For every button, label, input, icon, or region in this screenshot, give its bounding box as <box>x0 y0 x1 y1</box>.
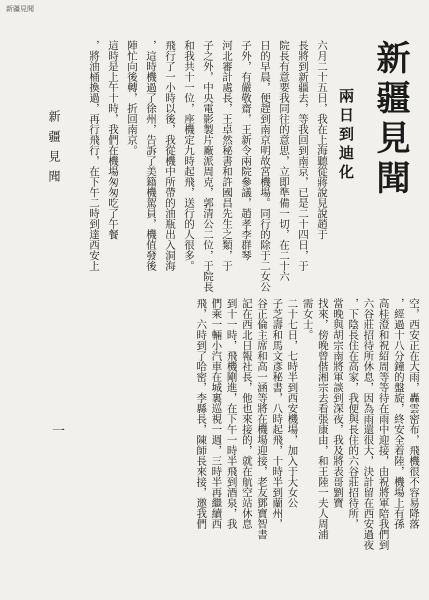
text-column: ，下陰長住在高家，我便與長住的六谷莊招待所， <box>347 298 360 529</box>
page-title: 新疆見聞 <box>370 40 410 200</box>
text-column: 子芝壽和馬文彥秘書，八時起飛，十時半到蘭州， <box>271 298 284 529</box>
text-column: 河北審計處長，王卓然秘書和許國昌先生之類，于 <box>221 40 233 271</box>
running-footer-title: 新疆見聞 <box>47 110 61 190</box>
text-column: 記在西北日報社長，他也來接的，就在航空站休息 <box>240 298 253 529</box>
header-mark: 新疆見聞 <box>6 5 34 13</box>
text-column: 六月二十五日，我在上海聽從蔣說見說趙于 <box>316 40 328 240</box>
text-column: ，這時機過了徐州，告訴了美籍機駕員，機值發後 <box>145 40 157 271</box>
text-column: 陣忙向後轉，折回南京。 <box>126 40 138 156</box>
text-column: 飛行了一小時以後，我從機中所帶的油瓶出入洞海 <box>164 40 176 271</box>
text-column: 二十七日，七時半到西安機場，加入于大女公 <box>286 298 299 508</box>
text-column: 到十一時，飛機剛進，在下午一時半飛到酒泉，我 <box>225 298 238 529</box>
text-column: 日的早晨，便趕到南京明故宮機場。同行的除于二女公 <box>259 40 271 292</box>
text-column: 當晚與胡宗南將軍談到深夜，我及將表哥劉寶 <box>332 298 344 508</box>
text-column: 六谷莊招待所休息，因為雨還很大，決計留在西安過夜 <box>362 298 375 550</box>
text-column: 和我共十一位，座機定九時起飛，送行的人很多。 <box>183 40 195 271</box>
text-column: 子外，有嚴敬齋，王新令兩院參議，趙孝李群琴 <box>240 40 252 261</box>
text-column: 找來，傍晚曾偕湘宗去看張康由，和王陸一夫人周浦 <box>316 298 329 540</box>
text-column: 空，西安正在大雨，轟雲密布，飛機很不容易降落 <box>408 298 420 529</box>
text-column: 長將到新疆去，等我回到南京，已是二十四日，于 <box>297 40 309 271</box>
text-column: 這時是上午十時，我們在機場匆匆吃了午餐 <box>107 40 119 240</box>
text-column: 子之外，中央電影製片廠派周克，郭清公二位，于院長 <box>202 40 214 292</box>
text-column: 飛，六時到了哈密，李縣長，陳師長來接，邀我們 <box>195 298 208 529</box>
text-column: ，經過十八分鐘的盤旋，終安全着陸，機場上有孫 <box>392 298 405 529</box>
text-column: 高桂澄和祝紹周等等待在雨中迎接，由祝將軍陪我們到 <box>377 298 390 550</box>
text-column: 需女士。 <box>301 298 314 340</box>
text-column: ，將油桶換過，再行飛行，在下午二時到達西安上 <box>88 40 100 271</box>
section-subtitle: 兩日到迪化 <box>337 88 355 183</box>
text-column: 谷正倫主席和高一涵等將在機場迎接，老友鄧寶智書 <box>256 298 268 540</box>
text-column: 院長有意要我同往的意思，立即準備一切，在二十六 <box>278 40 290 282</box>
text-column: 們乘一輛小汽車在城裏巡視一週，三時半再繼續西 <box>210 298 223 529</box>
page-number: 一 <box>52 424 66 439</box>
